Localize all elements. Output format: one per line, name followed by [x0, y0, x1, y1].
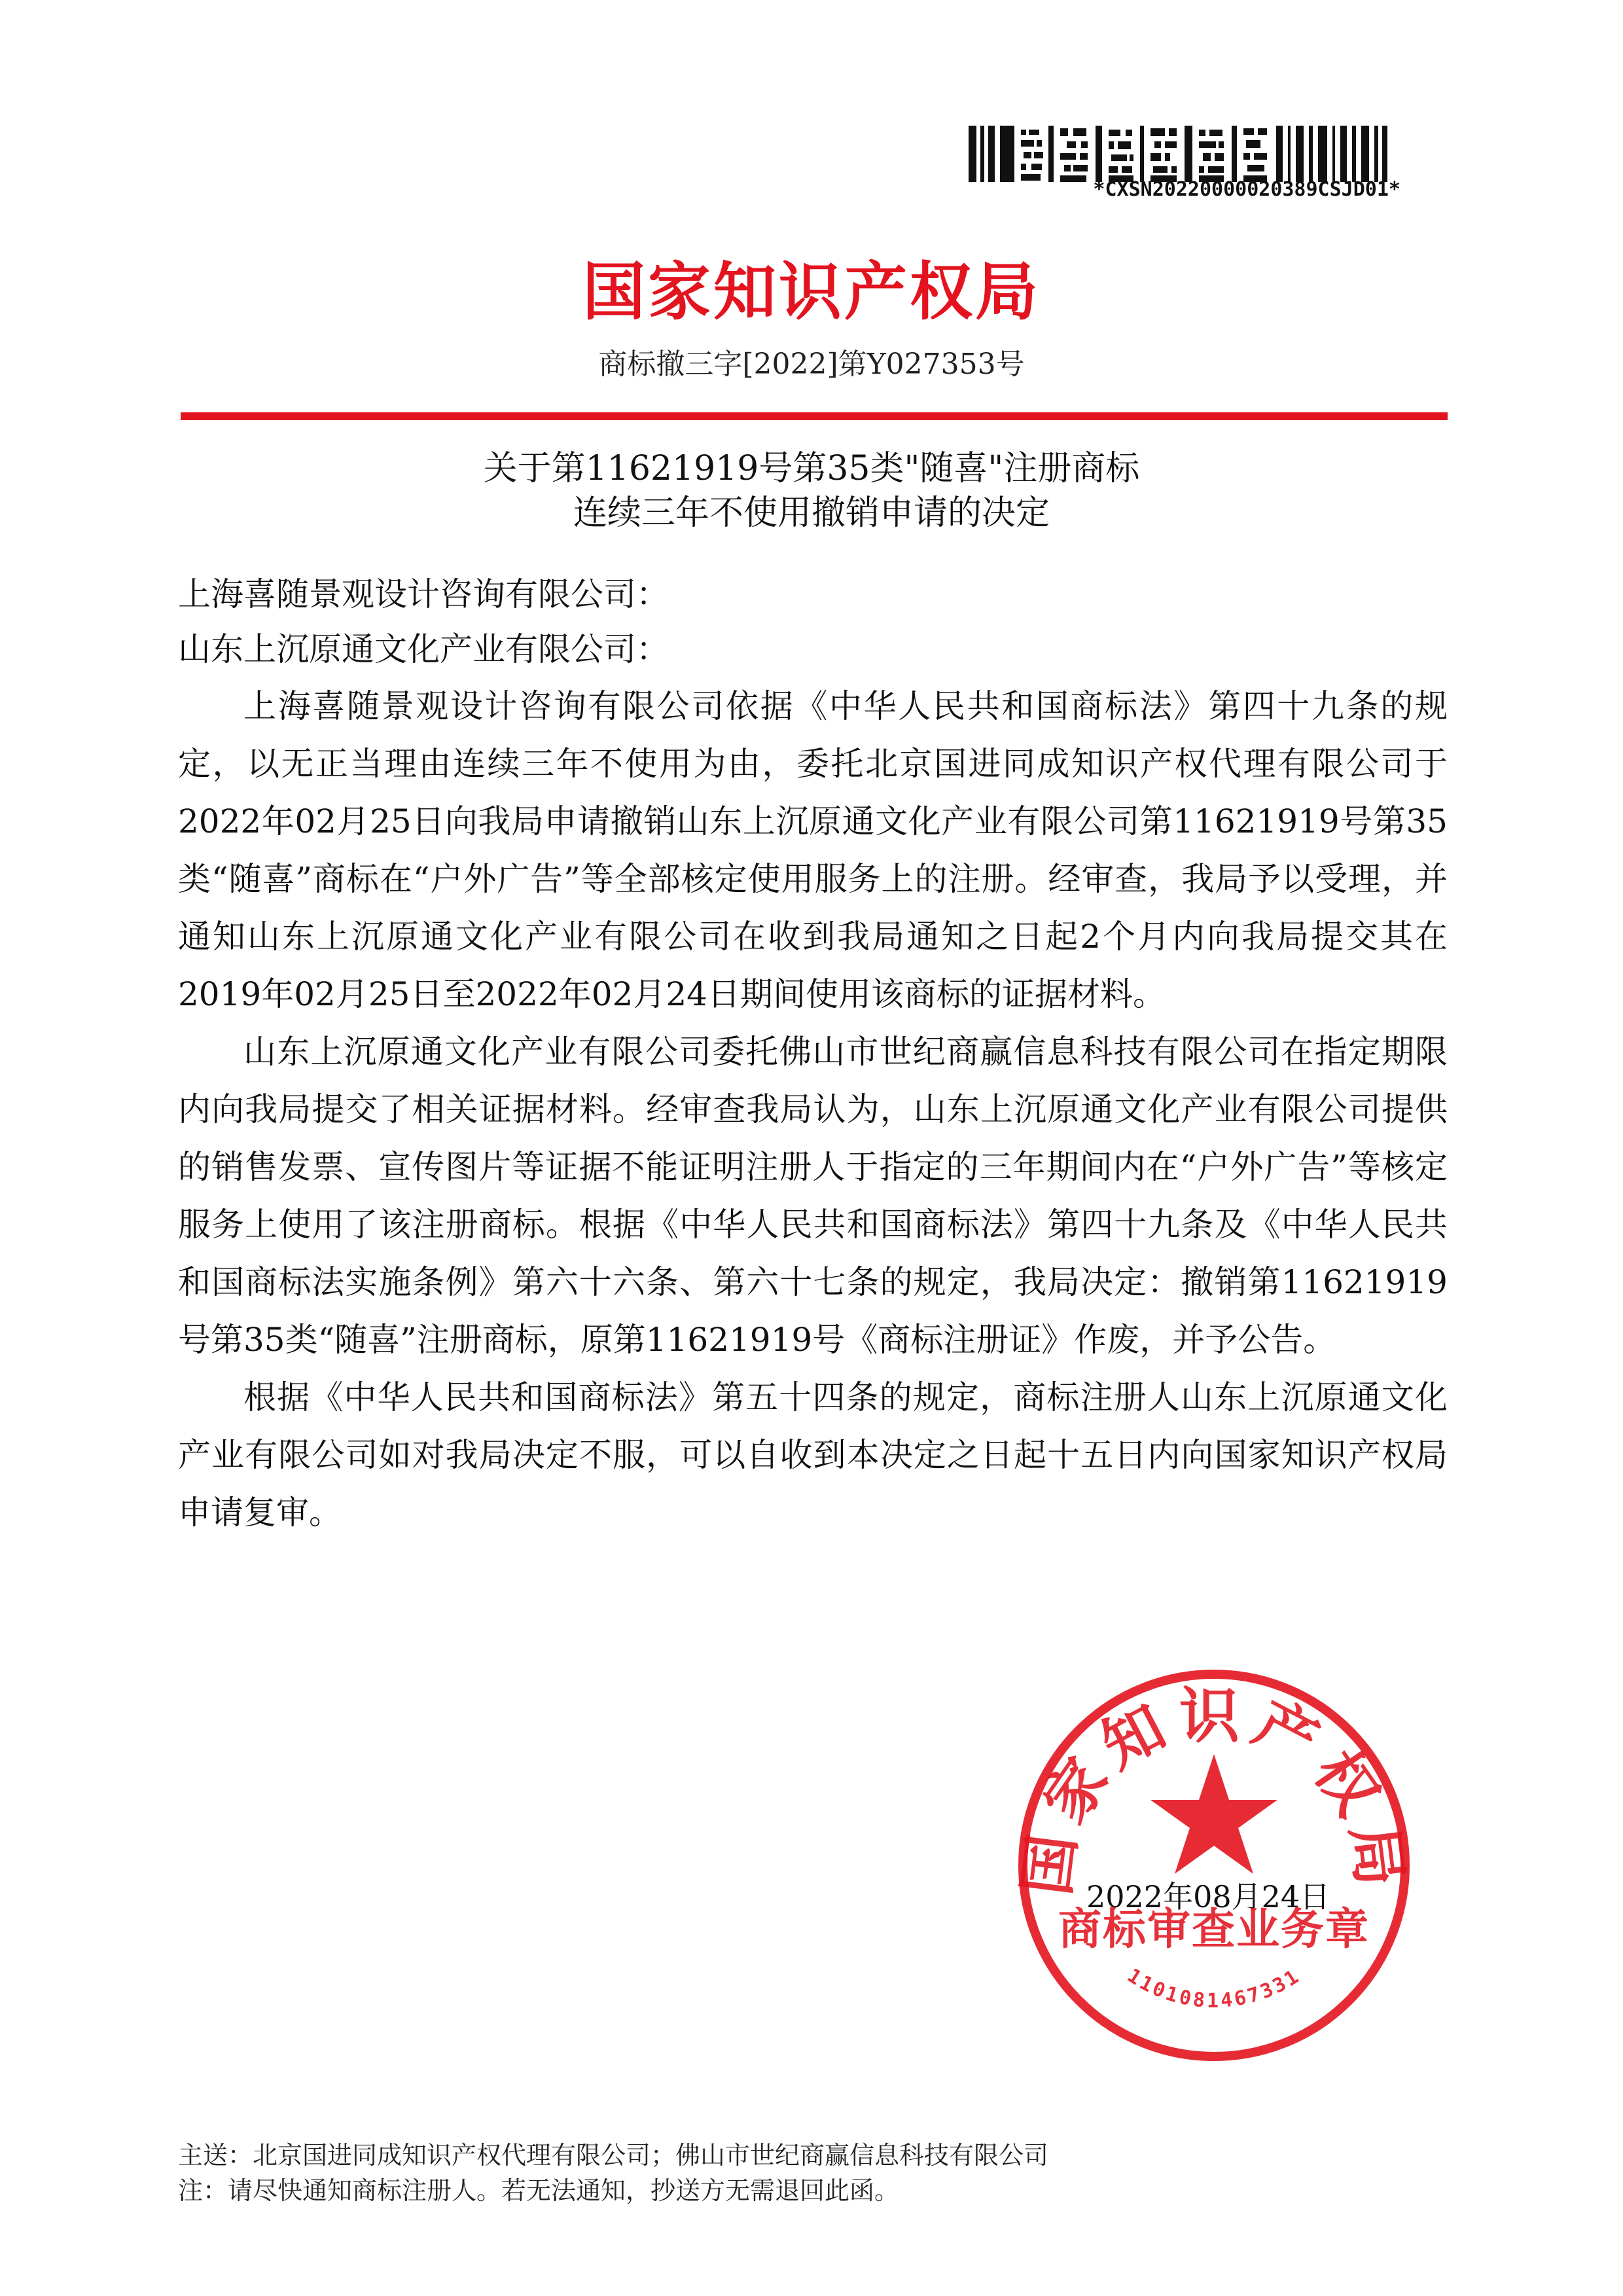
title-line-1: 关于第11621919号第35类"随喜"注册商标 [483, 449, 1140, 488]
star-icon [1150, 1754, 1277, 1874]
document-title [0, 446, 1623, 535]
barcode-text: *CXSN20220000020389CSJD01* [1093, 178, 1400, 201]
title-line-2: 连续三年不使用撤销申请的决定 [573, 493, 1050, 533]
svg-text:商标审查业务章: 商标审查业务章 [1058, 1904, 1370, 1954]
paragraph-1: 上海喜随景观设计咨询有限公司依据《中华人民共和国商标法》第四十九条的规定，以无正当理由连续三年不使用为由，委托北京国进同成知识产权代理有限公司于2022年02月25日向我局申请撤销山东上沉原通文化产业有限公司第11621919号第35类“随喜”商标在“户外广告”等全部核定使用服务上的注册。经审查，我局予以受理，并通知山东上沉原通文化产业有限公司在收到我局通知之日起2个月内向我局提交其在2019年02月25日至2022年02月24日期间使用该商标的证据材料。 [178, 687, 1448, 1013]
barcode-icon [969, 126, 1387, 182]
paragraph-2: 山东上沉原通文化产业有限公司委托佛山市世纪商赢信息科技有限公司在指定期限内向我局提交了相关证据材料。经审查我局认为，山东上沉原通文化产业有限公司提供的销售发票、宣传图片等证据不能证明注册人于指定的三年期间内在“户外广告”等核定服务上使用了该注册商标。根据《中华人民共和国商标法》第四十九条及《中华人民共和国商标法实施条例》第六十六条、第六十七条的规定，我局决定：撤销第11621919号第35类“随喜”注册商标，原第11621919号《商标注册证》作废，并予公告。 [178, 1033, 1448, 1359]
addressee-1: 上海喜随景观设计咨询有限公司： [178, 575, 669, 613]
document-body [178, 677, 1448, 1541]
footer-note: 注：请尽快通知商标注册人。若无法通知，抄送方无需退回此函。 [178, 2176, 900, 2205]
paragraph-3: 根据《中华人民共和国商标法》第五十四条的规定，商标注册人山东上沉原通文化产业有限公司如对我局决定不服，可以自收到本决定之日起十五日内向国家知识产权局申请复审。 [178, 1378, 1448, 1532]
footer-sent-to: 主送：北京国进同成知识产权代理有限公司；佛山市世纪商赢信息科技有限公司 [178, 2141, 1049, 2170]
document-number: 商标撤三字[2022]第Y027353号 [598, 348, 1025, 381]
decision-date: 2022年08月24日 [1086, 1879, 1330, 1914]
official-seal [1011, 1662, 1417, 2068]
svg-text:1101081467331: 1101081467331 [1123, 1964, 1305, 2013]
red-divider [181, 412, 1448, 420]
svg-text:国家知识产权局: 国家知识产权局 [1011, 1681, 1417, 1899]
addressee-2: 山东上沉原通文化产业有限公司： [178, 630, 669, 668]
agency-name: 国家知识产权局 [582, 255, 1041, 329]
